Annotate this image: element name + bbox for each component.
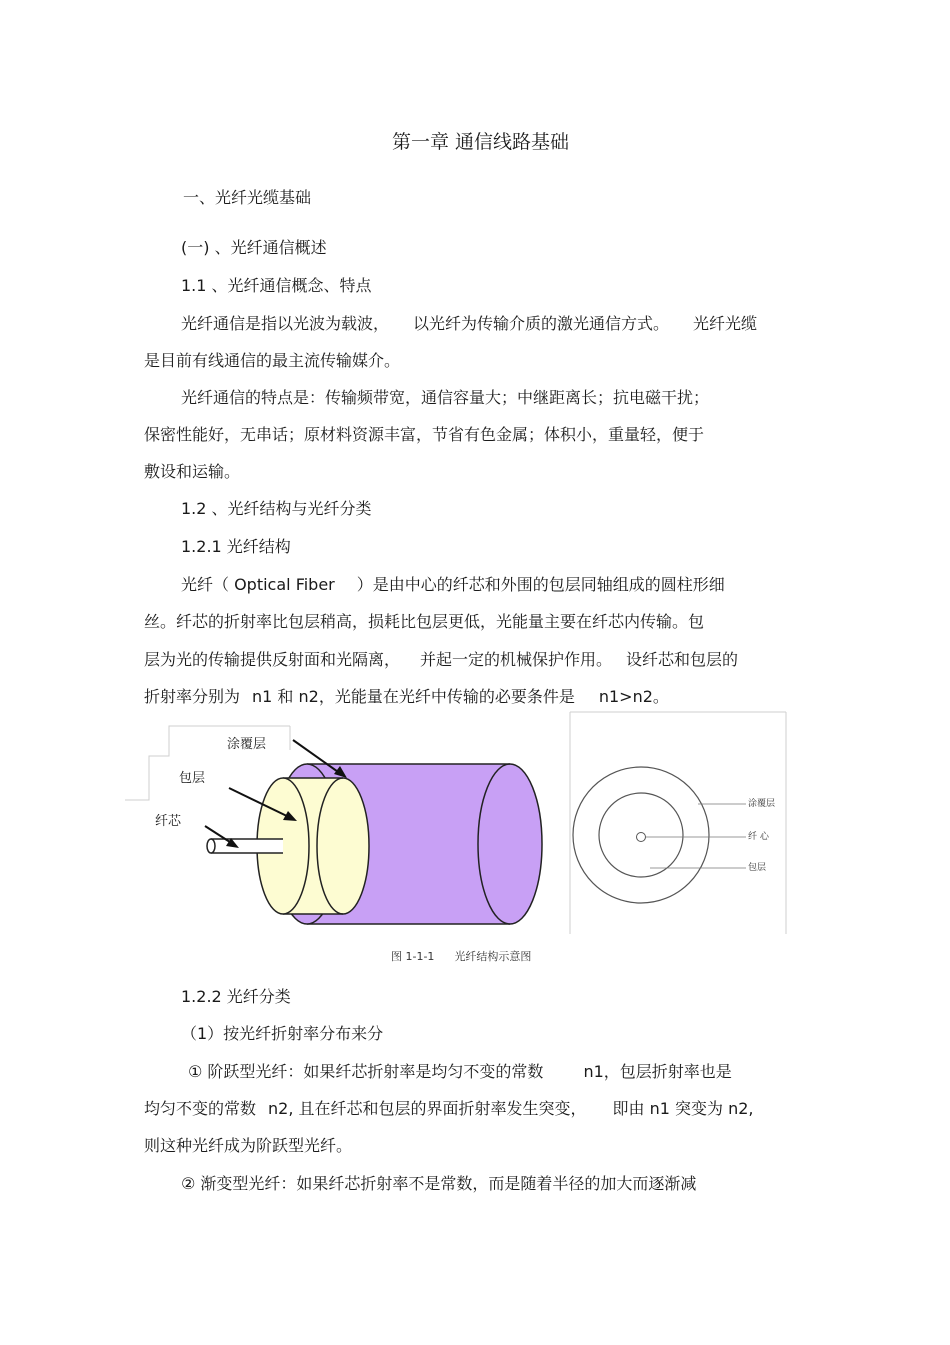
paragraph-3-line-1 [181,575,725,595]
caption-text: 光纤结构示意图 [454,950,532,963]
paragraph-2-line-1: 光纤通信的特点是：传输频带宽，通信容量大；中继距离长；抗电磁干扰； [181,388,710,407]
paragraph-1-line-2: 是目前有线通信的最主流传输媒介。 [144,351,401,370]
text-span: ）是由中心的纤芯和外围的包层同轴组成的圆柱形细 [356,575,725,594]
text-span: n1，包层折射率也是 [583,1062,732,1081]
text-span: 层为光的传输提供反射面和光隔离， [144,650,401,669]
paragraph-3-line-3 [144,650,738,670]
label-cladding: 包层 [179,771,206,786]
text-span: 光纤通信是指以光波为载波， [181,314,390,333]
text-span: 设纤芯和包层的 [626,650,739,669]
text-span: 以光纤为传输介质的激光通信方式。 [413,314,670,333]
paragraph-4-line-2 [144,1099,754,1119]
paragraph-4-line-1 [188,1062,732,1082]
text-span: 光纤光缆 [693,314,758,333]
core-front-face [207,839,215,853]
text-span: 光纤（ Optical Fiber [181,575,335,594]
section-heading: 一、光纤光缆基础 [183,188,312,207]
cross-label-coating: 涂覆层 [748,799,776,809]
heading-1-2-2: 1.2.2 光纤分类 [181,987,291,1006]
paragraph-5-line-1: ② 渐变型光纤：如果纤芯折射率不是常数，而是随着半径的加大而逐渐减 [181,1174,697,1193]
cladding-end-ellipse [317,778,369,914]
cross-label-cladding: 包层 [748,863,767,873]
coating-end-ellipse [478,764,542,924]
fiber-cross-section-figure [566,710,791,938]
classification-heading: （1）按光纤折射率分布来分 [181,1024,384,1043]
text-span: n1 和 n2，光能量在光纤中传输的必要条件是 [252,687,575,706]
paragraph-3-line-4 [144,687,669,707]
text-span: ① 阶跃型光纤：如果纤芯折射率是均匀不变的常数 [188,1062,544,1081]
heading-1-2: 1.2 、光纤结构与光纤分类 [181,499,372,518]
label-core: 纤芯 [155,814,182,829]
paragraph-3-line-2: 丝。纤芯的折射率比包层稍高，损耗比包层更低，光能量主要在纤芯内传输。包 [144,612,705,631]
text-span: n1>n2。 [598,687,669,706]
text-span: 折射率分别为 [144,687,241,706]
subsection-heading: (一) 、光纤通信概述 [181,238,327,257]
paragraph-1-line-1 [181,314,757,334]
paragraph-2-line-2: 保密性能好，无串话；原材料资源丰富，节省有色金属；体积小，重量轻，便于 [144,425,705,444]
text-span: 即由 n1 突变为 n2, [612,1099,754,1118]
fiber-structure-3d-figure [125,712,555,942]
text-span: 并起一定的机械保护作用。 [420,650,613,669]
page-title: 第一章 通信线路基础 [392,131,570,153]
paragraph-2-line-3: 敷设和运输。 [144,462,241,481]
core-rod [211,839,283,853]
figure-caption [391,950,531,964]
caption-number: 图 1-1-1 [391,950,435,963]
heading-1-2-1: 1.2.1 光纤结构 [181,537,291,556]
paragraph-4-line-3: 则这种光纤成为阶跃型光纤。 [144,1136,353,1155]
core-dot [637,833,646,842]
heading-1-1: 1.1 、光纤通信概念、特点 [181,276,372,295]
label-coating: 涂覆层 [227,737,267,752]
text-span: n2, 且在纤芯和包层的界面折射率发生突变， [268,1099,587,1118]
text-span: 均匀不变的常数 [144,1099,257,1118]
cross-label-core: 纤 心 [748,832,769,842]
